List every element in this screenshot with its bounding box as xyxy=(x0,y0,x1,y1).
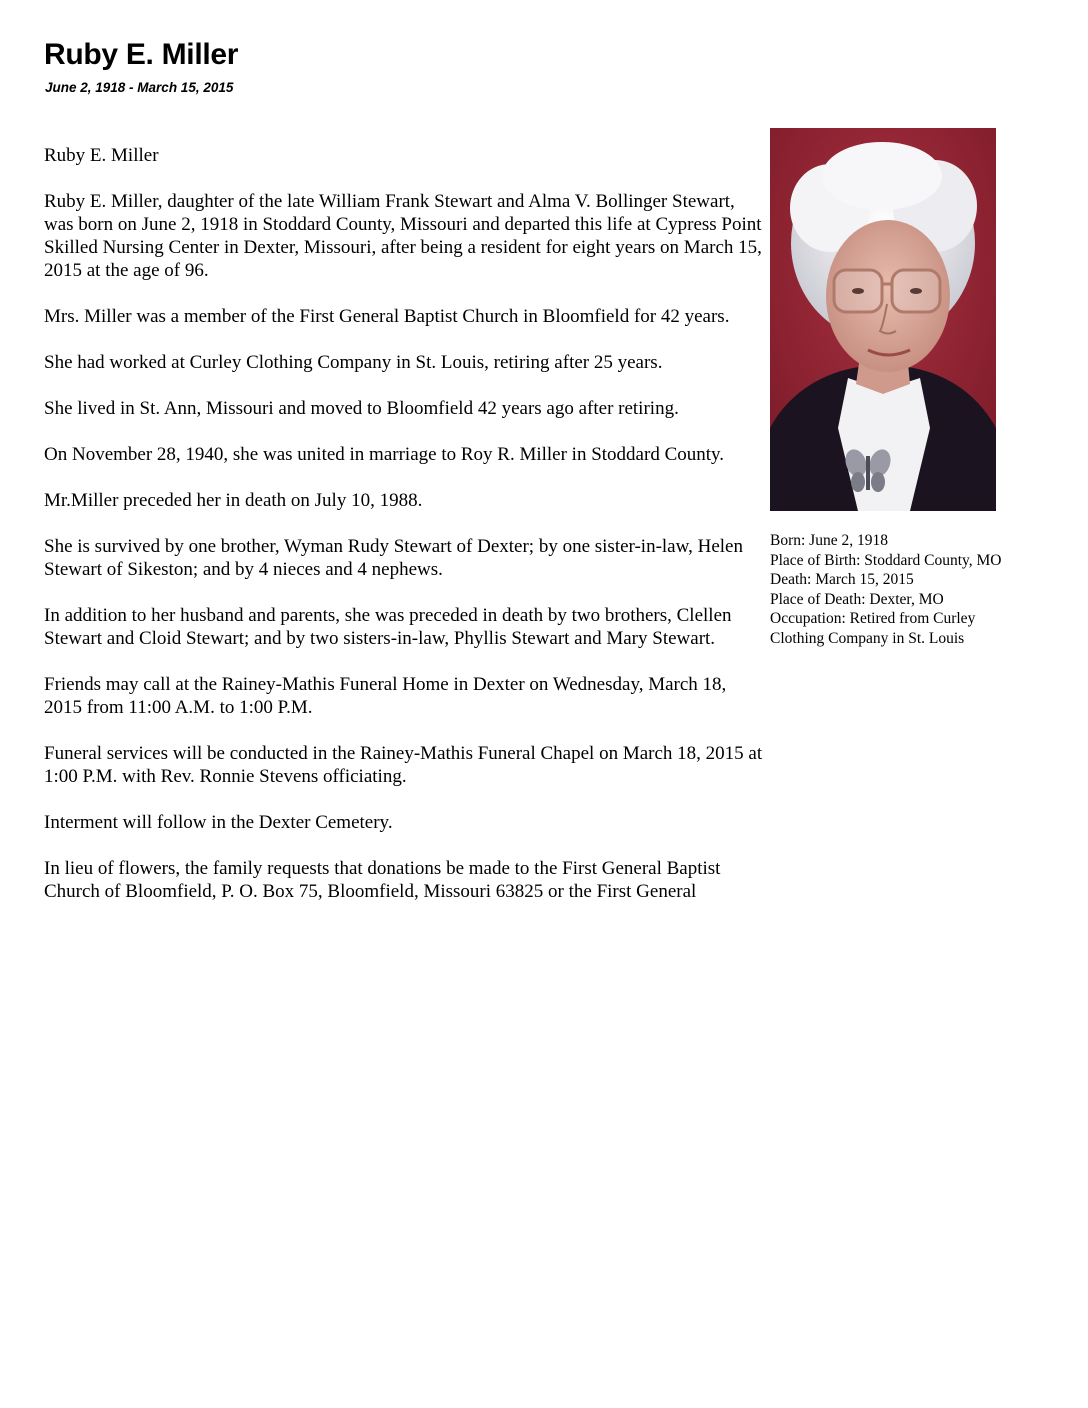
obituary-paragraph: She is survived by one brother, Wyman Rudy Stewart of Dexter; by one sister-in-law, Helen Stewart of Sikeston; and by 4 nieces and 4 nephews. xyxy=(44,536,743,580)
obituary-paragraph: She lived in St. Ann, Missouri and moved to Bloomfield 42 years ago after retiring. xyxy=(44,398,679,419)
right-eye xyxy=(910,288,922,294)
obituary-paragraph: In lieu of flowers, the family requests that donations be made to the First General Baptist Church of Bloomfield, P. O. Box 75, Bloomfield, Missouri 63825 or the First General xyxy=(44,858,721,902)
page-title: Ruby E. Miller xyxy=(44,38,239,71)
left-eye xyxy=(852,288,864,294)
fact-death: Death: March 15, 2015 xyxy=(770,571,914,588)
obituary-paragraph: Ruby E. Miller, daughter of the late William Frank Stewart and Alma V. Bollinger Stewart, was born on June 2, 1918 in Stoddard County, Missouri and departed this life at Cypress Point Skilled Nursing Center in Dexter, Missouri, after being a resident for eight years on March 15, 2015 at the age of 96. xyxy=(44,191,762,281)
hair-curl xyxy=(822,142,942,210)
obituary-text xyxy=(44,144,766,926)
obituary-paragraph: In addition to her husband and parents, she was preceded in death by two brothers, Clellen Stewart and Cloid Stewart; and by two sisters-in-law, Phyllis Stewart and Mary Stewart. xyxy=(44,605,732,649)
vital-facts xyxy=(770,531,1020,648)
obituary-paragraph: Funeral services will be conducted in the Rainey-Mathis Funeral Chapel on March 18, 2015 at 1:00 P.M. with Rev. Ronnie Stevens officiating. xyxy=(44,743,763,787)
obituary-paragraph: On November 28, 1940, she was united in marriage to Roy R. Miller in Stoddard County. xyxy=(44,444,725,465)
fact-born: Born: June 2, 1918 xyxy=(770,532,888,549)
fact-place-of-birth: Place of Birth: Stoddard County, MO xyxy=(770,551,1002,569)
portrait-photo xyxy=(770,128,996,511)
obituary-paragraph: Mrs. Miller was a member of the First General Baptist Church in Bloomfield for 42 years. xyxy=(44,306,730,327)
fact-occupation: Occupation: Retired from Curley Clothing Company in St. Louis xyxy=(770,610,976,647)
obituary-paragraph: Friends may call at the Rainey-Mathis Funeral Home in Dexter on Wednesday, March 18, 2015 from 11:00 A.M. to 1:00 P.M. xyxy=(44,674,727,718)
obituary-paragraph: Interment will follow in the Dexter Cemetery. xyxy=(44,812,393,833)
obituary-paragraph: She had worked at Curley Clothing Company in St. Louis, retiring after 25 years. xyxy=(44,352,663,373)
fact-place-of-death: Place of Death: Dexter, MO xyxy=(770,590,944,608)
portrait-illustration xyxy=(770,128,996,511)
obituary-paragraph: Ruby E. Miller xyxy=(44,145,159,166)
obituary-paragraph: Mr.Miller preceded her in death on July 10, 1988. xyxy=(44,490,423,511)
life-dates: June 2, 1918 - March 15, 2015 xyxy=(45,80,234,95)
